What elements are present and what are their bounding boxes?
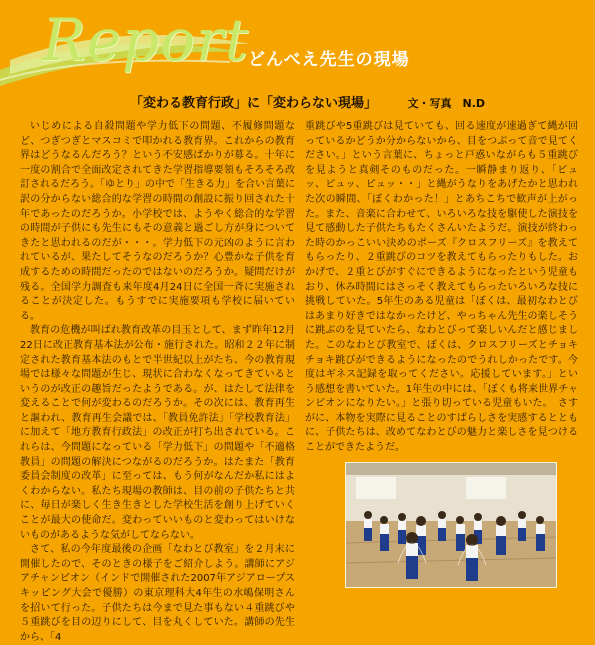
paragraph: 重跳びや5重跳びは見ていても、回る速度が速過ぎて縄が回っているかどうか分からないから、目をつぶって音で見てください。」という言葉に、ちょっと戸惑いながらも５重跳びを見ようと真剣そのものだった。一瞬静まり返り、「ピュッ、ピュッ、ピュッ・・」と縄がうなりをあげたかと思われた次の瞬間、「ぼくわかった！」とあちこちで歓声が上がった。また、音楽に合わせて、いろいろな技を駆使した演技を見て感動した子供たちもたくさんいたようだ。演技が終わった時のかっこいい決めのポーズ『クロスフリーズ』を教えてもらったり、２重跳びのコツを教えてもらったりもした。おかげで、２重とびがすぐにできるようになったという児童もおり、休み時間にはさっそく教えてもらったいろいろな技に挑戦していた。5年生のある児童は「ぼくは、最初なわとびはあまり好きではなかったけど、やっちゃん先生の楽しそうに跳ぶのを見ていたら、なわとびって楽しいんだと感じました。このなわとび教室で、ぼくは、クロスフリーズとチョキチョキ跳びができるようになったのでうれしかったです。今度はギネス記録を取ってください。応援しています。」という感想を書いていた。1年生の中には、「ぼくも将来世界チャンピオンになりたい。」と張り切っている児童もいた。 さすがに、本物を実際に見ることのすばらしさを実感するとともに、子供たちは、改めてなわとびの魅力と楽しさを見つけることができたようだ。 bbox=[305, 121, 578, 454]
paragraph: いじめによる自殺問題や学力低下の問題、不履修問題など、つぎつぎとマスコミで叩かれる教育界。これからの教育界はどうなるんだろう？という不安感ばかりが募る。十年に一度の割合で全面改定されてきた学習指導要領もそろそろ改訂されるだろう。「ゆとり」の中で「生きる力」を合い言葉に訳の分からない総合的な学習の時間の創設に振り回された十年であったのだろうか。小学校では、ようやく総合的な学習の時間が子供にも先生にもその意義と過ごし方が身についてきたと思われるのだが・・・。学力低下の元凶のように言われているが、果たしてそうなのだろうか？心豊かな子供を育成するための時間だったのではないのだろうか。疑問だけが残る。全国学力調査も来年度4月24日に全国一斉に実施されることが決定した。もうすでに実施要項も学校に届いている。 bbox=[20, 121, 295, 322]
photo-illustration bbox=[346, 463, 556, 587]
article-credit: 文・写真 N.D bbox=[407, 97, 486, 110]
paragraph: さて、私の今年度最後の企画「なわとび教室」を２月末に開催したので、そのときの様子をご紹介しよう。講師にアジアチャンピオン（インドで開催された2007年アジアロープスキッピング大会で優勝）の東京理科大4年生の水嶋保明さんを招いて行った。子供たちは今まで見た事もない４重跳びや５重跳びを目の辺りにして、目を丸くしていた。講師の先生から、「4 bbox=[20, 544, 295, 643]
report-subtitle: どんべえ先生の現場 bbox=[248, 50, 410, 70]
article-headline: 「変わる教育行政」に「変わらない現場」 bbox=[130, 96, 378, 111]
article-headline-row bbox=[130, 92, 570, 111]
paragraph: 教育の危機が叫ばれ教育改革の目玉として、まず昨年12月22日に改正教育基本法が公布・施行された。昭和２２年に制定された教育基本法のもとで半世紀以上がたち、今の教育現場では様々な問題が生じ、現状に合わなくなってきているというのが改正の趣旨だったようである。が、はたして法律を変えることで何が変わるのだろうか。その次には、教育再生と謳われ、教育再生会議では、「教員免許法」「学校教育法」に加えて「地方教育行政法」の改正が打ち出されている。これらは、今問題になっている「学力低下」の問題や「不適格教員」の問題の解決につながるのだろうか。はたまた「教育委員会制度の改革」に至っては、もう何がなんだか私にはよくわからない。私たち現場の教師は、目の前の子供たちと共に、毎日が楽しく生き生きとした学校生活を創り上げていくことが最大の使命だ。変わっていいものと変わってはいけないものがあるような気がしてならない。 bbox=[20, 325, 295, 541]
article-column-right bbox=[305, 120, 578, 456]
report-logo bbox=[0, 0, 595, 92]
gym-jump-rope-photo bbox=[345, 462, 557, 588]
report-logo-word: Report bbox=[42, 6, 250, 74]
article-column-left bbox=[20, 120, 295, 645]
